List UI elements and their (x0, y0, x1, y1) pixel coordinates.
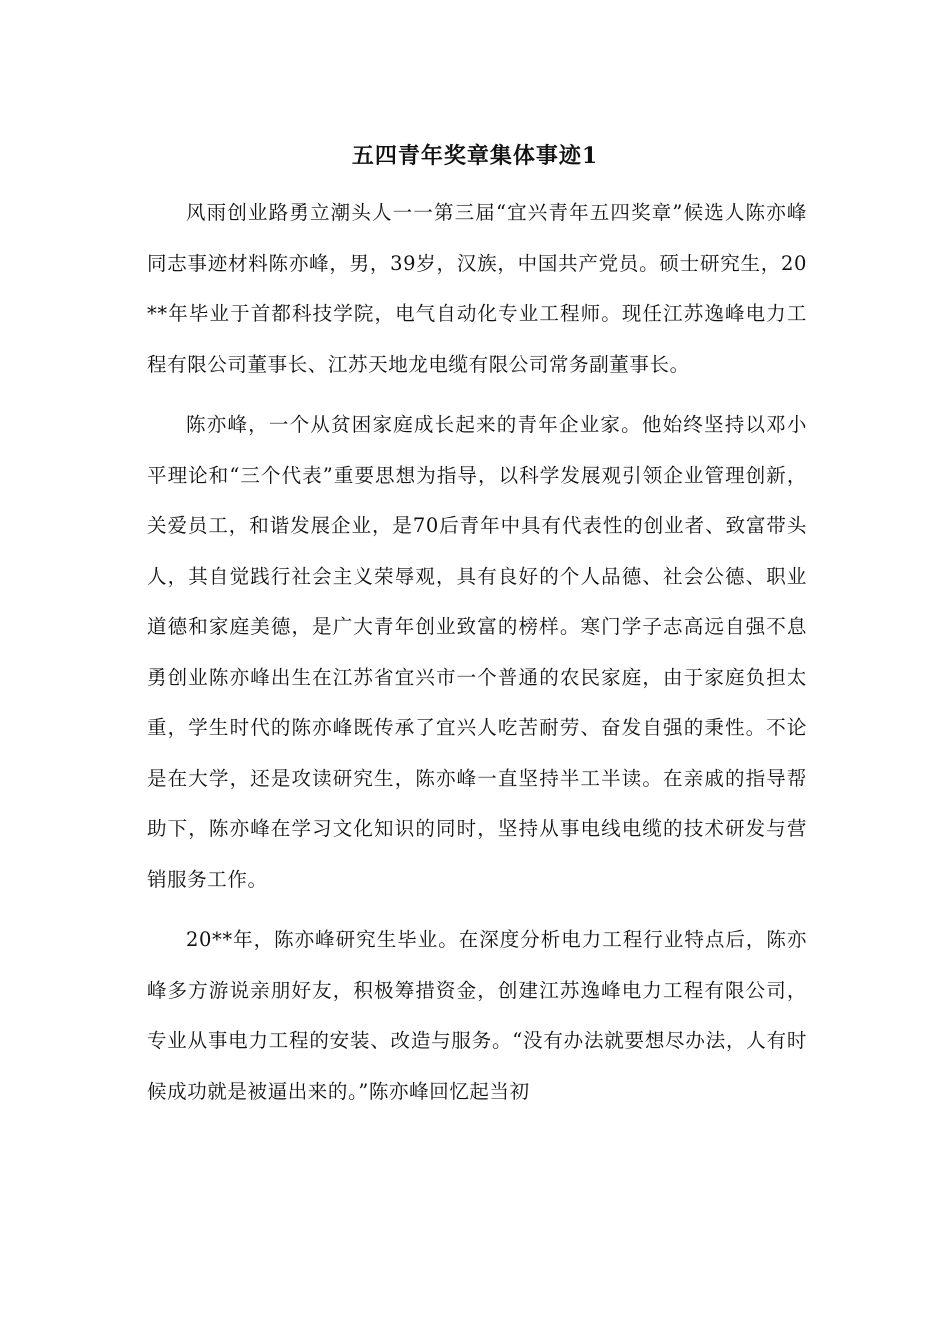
paragraph-1: 风雨创业路勇立潮头人一一第三届“宜兴青年五四奖章”候选人陈亦峰同志事迹材料陈亦峰，男，39岁，汉族，中国共产党员。硕士研究生，20**年毕业于首都科技学院，电气自动化专业工程师。现任江苏逸峰电力工程有限公司董事长、江苏天地龙电缆有限公司常务副董事长。 (147, 201, 807, 376)
document-body (147, 188, 807, 1127)
document-title: 五四青年奖章集体事迹1 (351, 143, 599, 169)
paragraph-2: 陈亦峰，一个从贫困家庭成长起来的青年企业家。他始终坚持以邓小平理论和“三个代表”重要思想为指导，以科学发展观引领企业管理创新，关爱员工，和谐发展企业，是70后青年中具有代表性的创业者、致富带头人，其自觉践行社会主义荣辱观，具有良好的个人品德、社会公德、职业道德和家庭美德，是广大青年创业致富的榜样。寒门学子志高远自强不息勇创业陈亦峰出生在江苏省宜兴市一个普通的农民家庭，由于家庭负担太重，学生时代的陈亦峰既传承了宜兴人吃苦耐劳、奋发自强的秉性。不论是在大学，还是攻读研究生，陈亦峰一直坚持半工半读。在亲戚的指导帮助下，陈亦峰在学习文化知识的同时，坚持从事电线电缆的技术研发与营销服务工作。 (147, 413, 807, 891)
paragraph-3: 20**年，陈亦峰研究生毕业。在深度分析电力工程行业特点后，陈亦峰多方游说亲朋好友，积极筹措资金，创建江苏逸峰电力工程有限公司，专业从事电力工程的安装、改造与服务。“没有办法就要想尽办法，人有时候成功就是被逼出来的。”陈亦峰回忆起当初 (147, 928, 807, 1103)
